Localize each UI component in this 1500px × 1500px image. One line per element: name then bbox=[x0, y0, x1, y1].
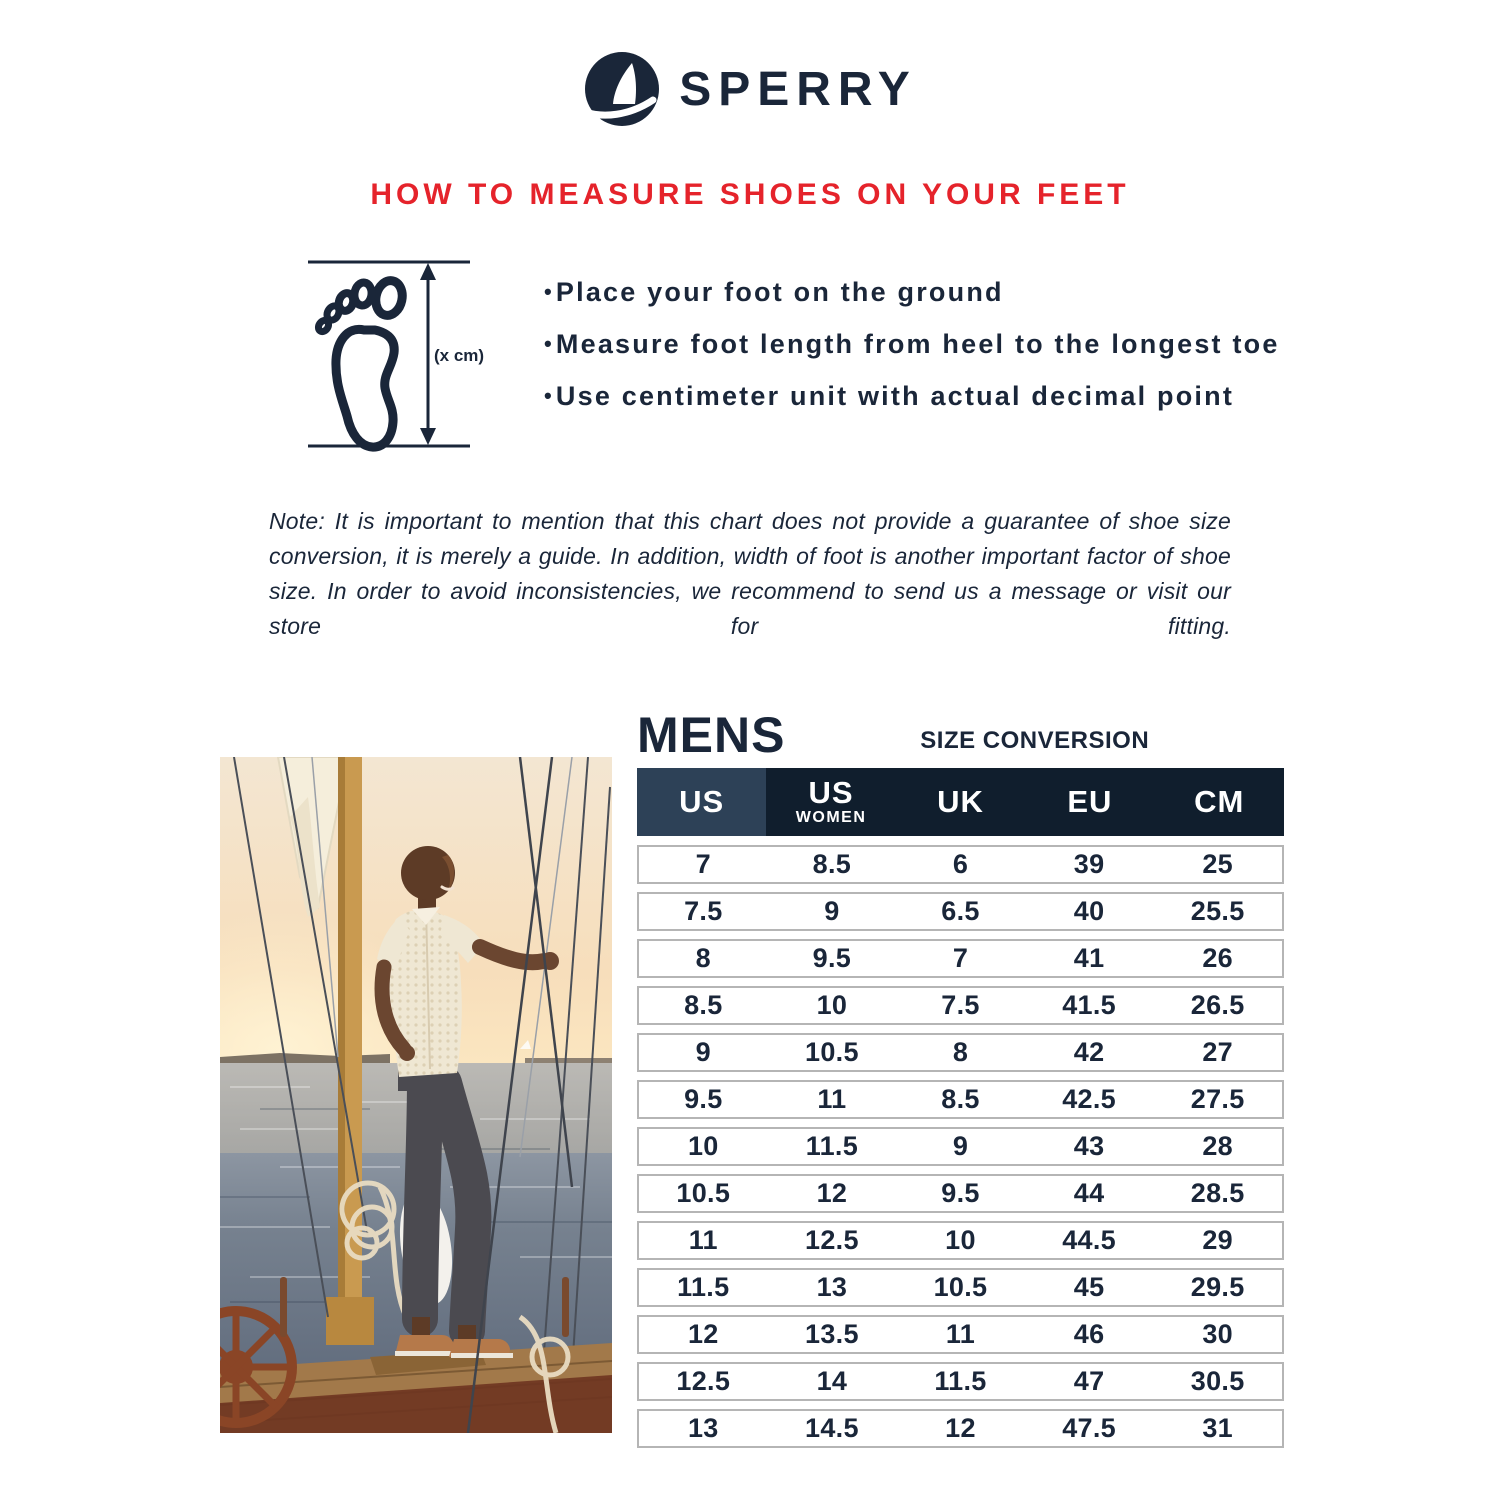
table-subtitle: SIZE CONVERSION bbox=[920, 727, 1150, 754]
table-cell: 12 bbox=[816, 1178, 848, 1208]
table-cell: 13.5 bbox=[805, 1319, 859, 1349]
table-cell: 10 bbox=[816, 990, 848, 1020]
table-section-title: MENS bbox=[637, 707, 786, 763]
table-cell: 7.5 bbox=[941, 990, 980, 1020]
table-cell: 47.5 bbox=[1062, 1413, 1116, 1443]
table-row bbox=[637, 986, 1284, 1025]
table-cell: 27 bbox=[1202, 1037, 1233, 1067]
table-cell: 9 bbox=[952, 1131, 969, 1161]
table-cell: 9 bbox=[695, 1037, 711, 1067]
measure-section bbox=[300, 248, 1500, 462]
table-row bbox=[637, 1409, 1284, 1448]
table-cell: 8.5 bbox=[684, 990, 723, 1020]
table-cell: 41 bbox=[1073, 943, 1105, 973]
table-cell: 25.5 bbox=[1190, 896, 1245, 926]
table-cell: 12 bbox=[687, 1319, 719, 1349]
size-chart-section bbox=[0, 690, 1500, 1500]
table-cell: 6 bbox=[952, 849, 969, 879]
instruction-item: • Use centimeter unit with actual decimal point bbox=[544, 380, 1280, 412]
table-cell: 10 bbox=[945, 1225, 976, 1255]
table-cell: 12 bbox=[945, 1413, 976, 1443]
table-cell: 11.5 bbox=[805, 1131, 859, 1161]
table-cell: 10.5 bbox=[676, 1178, 731, 1208]
table-cell: 44.5 bbox=[1062, 1225, 1116, 1255]
table-cell: 30 bbox=[1202, 1319, 1233, 1349]
size-conversion-table bbox=[637, 700, 1284, 1448]
foot-measurement-diagram bbox=[300, 248, 500, 462]
table-cell: 9 bbox=[824, 896, 840, 926]
instruction-item: • Place your foot on the ground bbox=[544, 276, 1280, 308]
table-cell: 11 bbox=[688, 1225, 718, 1255]
table-row bbox=[637, 939, 1284, 978]
table-cell: 12.5 bbox=[805, 1225, 859, 1255]
table-cell: 8 bbox=[952, 1037, 969, 1067]
table-cell: 27.5 bbox=[1190, 1084, 1245, 1114]
table-cell: 14.5 bbox=[805, 1413, 859, 1443]
table-cell: 10.5 bbox=[805, 1037, 859, 1067]
table-row bbox=[637, 1033, 1284, 1072]
table-cell: 14 bbox=[816, 1366, 848, 1396]
table-cell: 9.5 bbox=[941, 1178, 980, 1208]
table-row bbox=[637, 1174, 1284, 1213]
table-row bbox=[637, 1221, 1284, 1260]
table-cell: 42.5 bbox=[1062, 1084, 1116, 1114]
sailing-photo bbox=[220, 757, 612, 1433]
size-table-body bbox=[637, 845, 1284, 1448]
table-cell: 8 bbox=[695, 943, 711, 973]
table-cell: 8.5 bbox=[812, 849, 852, 879]
table-cell: 25 bbox=[1202, 849, 1233, 879]
brand-header bbox=[0, 0, 1500, 128]
table-cell: 29.5 bbox=[1190, 1272, 1245, 1302]
brand-name: SPERRY bbox=[679, 62, 917, 116]
table-cell: 26 bbox=[1202, 943, 1233, 973]
instruction-list bbox=[544, 276, 1280, 462]
header-us: US bbox=[637, 768, 766, 836]
table-cell: 10.5 bbox=[933, 1272, 988, 1302]
table-cell: 12.5 bbox=[676, 1366, 731, 1396]
table-cell: 47 bbox=[1073, 1366, 1105, 1396]
table-cell: 29 bbox=[1202, 1225, 1233, 1255]
table-cell: 11.5 bbox=[677, 1272, 730, 1302]
header-us-women: US WOMEN bbox=[795, 775, 867, 826]
table-cell: 9.5 bbox=[812, 943, 852, 973]
table-row bbox=[637, 1315, 1284, 1354]
table-cell: 13 bbox=[816, 1272, 848, 1302]
table-row bbox=[637, 892, 1284, 931]
header-cm: CM bbox=[1194, 783, 1245, 819]
header-eu: EU bbox=[1067, 783, 1113, 819]
table-cell: 13 bbox=[687, 1413, 719, 1443]
table-cell: 11 bbox=[817, 1084, 847, 1114]
table-cell: 11.5 bbox=[934, 1366, 987, 1396]
table-row bbox=[637, 1268, 1284, 1307]
table-cell: 9.5 bbox=[684, 1084, 723, 1114]
table-cell: 7 bbox=[952, 943, 969, 973]
table-cell: 31 bbox=[1202, 1413, 1233, 1443]
table-row bbox=[637, 1362, 1284, 1401]
disclaimer-note: Note: It is important to mention that this chart does not provide a guarantee of shoe size conversion, it is merely a guide. In addition, width of foot is another important factor of shoe size. In order to avoid inconsistencies, we recommend to send us a message or visit our store for fitting. bbox=[269, 508, 1231, 639]
table-row bbox=[637, 1080, 1284, 1119]
table-cell: 44 bbox=[1073, 1178, 1105, 1208]
table-cell: 40 bbox=[1073, 896, 1105, 926]
table-cell: 7.5 bbox=[684, 896, 723, 926]
table-cell: 46 bbox=[1073, 1319, 1105, 1349]
instruction-item: • Measure foot length from heel to the longest toe bbox=[544, 328, 1280, 360]
table-row bbox=[637, 1127, 1284, 1166]
table-cell: 26.5 bbox=[1190, 990, 1245, 1020]
sailboat-icon bbox=[583, 50, 661, 128]
table-cell: 41.5 bbox=[1062, 990, 1116, 1020]
table-cell: 28 bbox=[1202, 1131, 1233, 1161]
table-header-row bbox=[637, 768, 1284, 836]
table-cell: 7 bbox=[695, 849, 711, 879]
table-row bbox=[637, 845, 1284, 884]
table-cell: 39 bbox=[1073, 849, 1105, 879]
table-cell: 11 bbox=[945, 1319, 976, 1349]
diagram-measure-label: (x cm) bbox=[434, 346, 485, 365]
table-cell: 30.5 bbox=[1190, 1366, 1245, 1396]
table-cell: 28.5 bbox=[1190, 1178, 1245, 1208]
table-cell: 10 bbox=[687, 1131, 719, 1161]
table-cell: 45 bbox=[1073, 1272, 1105, 1302]
page-title: HOW TO MEASURE SHOES ON YOUR FEET bbox=[370, 178, 1130, 211]
table-cell: 8.5 bbox=[941, 1084, 980, 1114]
table-cell: 42 bbox=[1073, 1037, 1105, 1067]
table-cell: 6.5 bbox=[941, 896, 980, 926]
table-cell: 43 bbox=[1073, 1131, 1105, 1161]
header-uk: UK bbox=[937, 783, 984, 819]
